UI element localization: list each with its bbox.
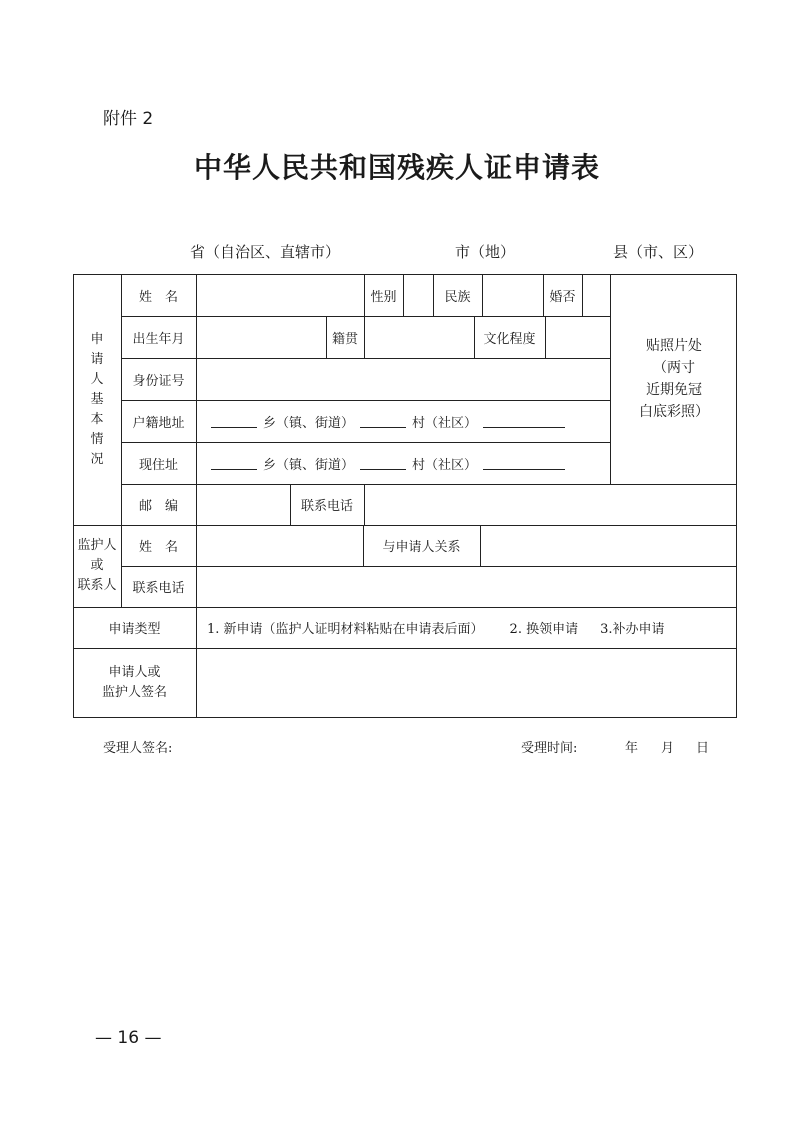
month-label: 月 <box>661 741 675 756</box>
receiver-sign-label: 受理人签名: <box>103 741 173 756</box>
id-number-label: 身份证号 <box>132 373 185 389</box>
option-renewal-application[interactable]: 2. 换领申请 <box>509 622 579 637</box>
phone-label: 联系电话 <box>300 499 353 514</box>
option-new-application[interactable]: 1. 新申请（监护人证明材料粘贴在申请表后面） <box>207 622 484 637</box>
phone-field[interactable] <box>365 484 737 525</box>
gender-field[interactable] <box>404 274 433 316</box>
gender-label: 性别 <box>370 289 397 305</box>
education-field[interactable] <box>546 316 610 358</box>
photo-line: 贴照片处 <box>646 338 702 354</box>
signature-label <box>73 648 196 718</box>
section-char: 情 <box>90 431 104 447</box>
blank-line <box>483 456 565 470</box>
education-label: 文化程度 <box>483 331 536 347</box>
section-line: 联系人 <box>77 578 117 593</box>
application-type-options <box>207 607 732 648</box>
section-line: 或 <box>90 558 104 573</box>
blank-line <box>360 456 406 470</box>
region-city: 市（地） <box>455 243 516 261</box>
guardian-name-field[interactable] <box>197 525 363 566</box>
receive-time-label: 受理时间: <box>521 741 578 756</box>
blank-line <box>483 414 565 428</box>
id-number-field[interactable] <box>197 358 610 400</box>
postcode-label: 邮 编 <box>138 499 178 514</box>
section-char: 人 <box>90 371 104 387</box>
section-char: 基 <box>90 391 104 407</box>
application-type-label: 申请类型 <box>108 622 161 637</box>
town-label: 乡（镇、街道） <box>263 415 355 431</box>
current-address-field[interactable] <box>205 442 605 484</box>
guardian-name-label: 姓 名 <box>138 540 178 555</box>
relation-field[interactable] <box>481 525 737 566</box>
household-address-field[interactable] <box>205 400 605 442</box>
photo-placeholder[interactable] <box>611 274 737 484</box>
marital-field[interactable] <box>583 274 610 316</box>
annex-label: 附件 2 <box>103 109 154 129</box>
guardian-phone-field[interactable] <box>197 566 737 607</box>
ethnicity-field[interactable] <box>483 274 543 316</box>
section-char: 本 <box>90 411 104 427</box>
native-place-field[interactable] <box>365 316 474 358</box>
household-address-label: 户籍地址 <box>132 415 185 431</box>
photo-line: （两寸 <box>653 360 695 376</box>
ethnicity-label: 民族 <box>444 289 471 305</box>
blank-line <box>360 414 406 428</box>
form-title: 中华人民共和国残疾人证申请表 <box>193 151 600 184</box>
photo-line: 白底彩照） <box>639 404 709 420</box>
region-province: 省（自治区、直辖市） <box>190 243 341 261</box>
blank-line <box>211 456 257 470</box>
village-label: 村（社区） <box>412 457 478 473</box>
marital-label: 婚否 <box>549 289 576 305</box>
name-field[interactable] <box>197 274 364 316</box>
section-char: 请 <box>90 351 104 367</box>
year-label: 年 <box>625 741 639 756</box>
section-line: 监护人 <box>77 538 117 553</box>
current-address-label: 现住址 <box>138 457 178 473</box>
signature-field[interactable] <box>197 648 737 718</box>
photo-line: 近期免冠 <box>646 382 702 398</box>
birth-label: 出生年月 <box>132 331 185 347</box>
page-number: — 16 — <box>95 1028 162 1048</box>
native-place-label: 籍贯 <box>331 331 358 347</box>
region-county: 县（市、区） <box>613 243 704 261</box>
section-char: 况 <box>90 451 104 467</box>
guardian-phone-label: 联系电话 <box>132 581 185 596</box>
name-label: 姓 名 <box>138 289 178 305</box>
section-char: 申 <box>90 331 104 347</box>
day-label: 日 <box>696 741 710 756</box>
relation-label: 与申请人关系 <box>382 540 461 555</box>
birth-field[interactable] <box>197 316 326 358</box>
blank-line <box>211 414 257 428</box>
signature-line: 申请人或 <box>108 665 161 680</box>
applicant-section-label <box>73 274 121 525</box>
postcode-field[interactable] <box>197 484 290 525</box>
option-reissue-application[interactable]: 3.补办申请 <box>600 622 665 637</box>
village-label: 村（社区） <box>412 415 478 431</box>
guardian-section-label <box>73 525 121 607</box>
signature-line: 监护人签名 <box>101 685 167 700</box>
town-label: 乡（镇、街道） <box>263 457 355 473</box>
